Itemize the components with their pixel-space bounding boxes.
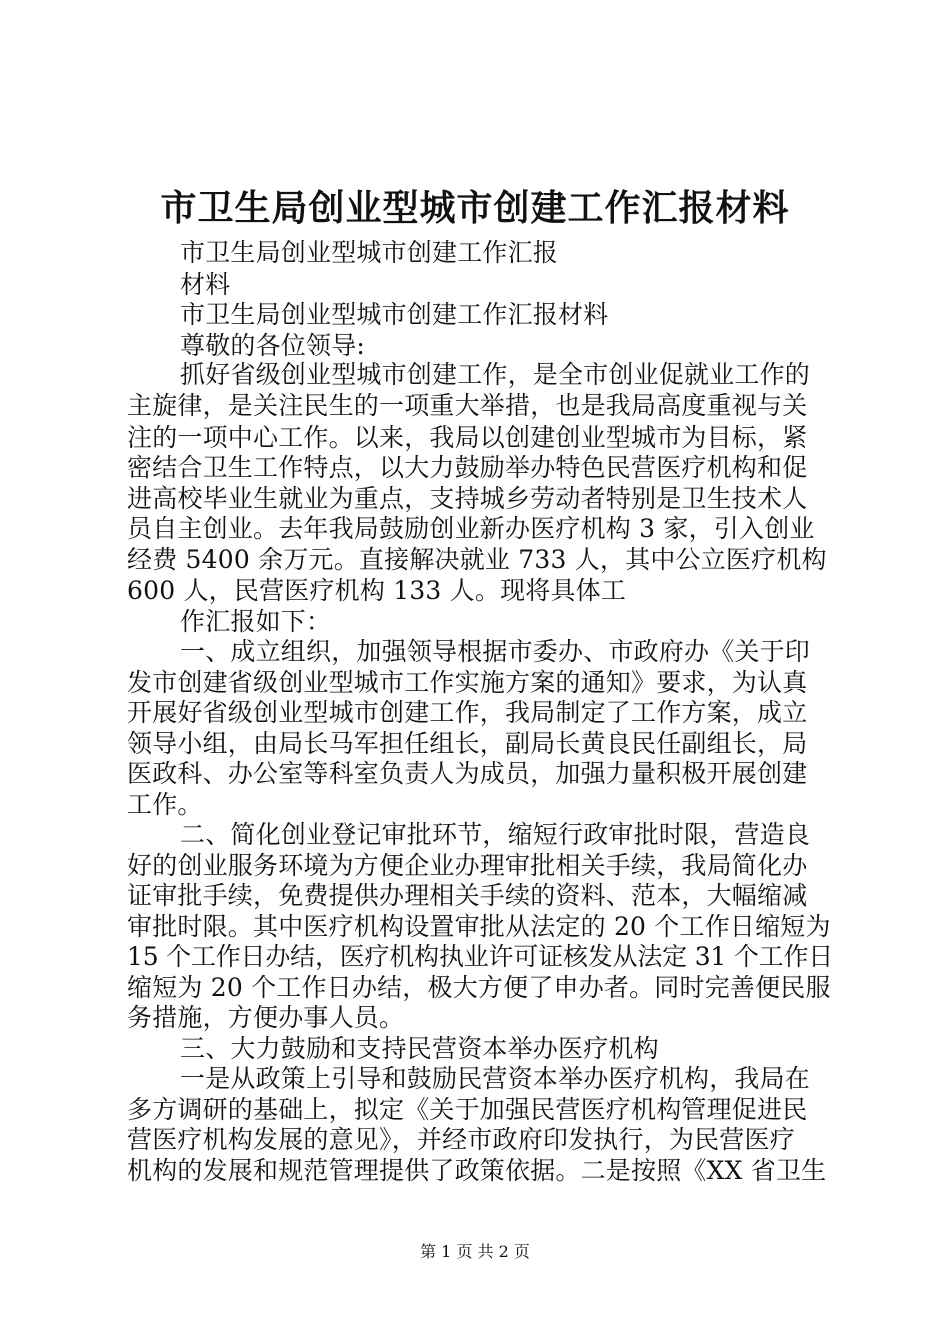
text-line-13: 作汇报如下：	[180, 607, 332, 636]
text-line-25: 缩短为 20 个工作日办结，极大方便了申办者。同时完善便民服	[127, 973, 831, 1002]
text-line-1: 市卫生局创业型城市创建工作汇报	[180, 238, 559, 267]
text-line-20: 二、简化创业登记审批环节，缩短行政审批时限，营造良	[180, 820, 811, 849]
text-line-8: 密结合卫生工作特点，以大力鼓励举办特色民营医疗机构和促	[127, 453, 808, 482]
text-line-9: 进高校毕业生就业为重点，支持城乡劳动者特别是卫生技术人	[127, 484, 808, 513]
text-line-18: 医政科、办公室等科室负责人为成员，加强力量积极开展创建	[127, 759, 808, 788]
text-line-19: 工作。	[127, 790, 203, 819]
text-line-6: 主旋律，是关注民生的一项重大举措，也是我局高度重视与关	[127, 391, 808, 420]
text-line-12: 600 人，民营医疗机构 133 人。现将具体工	[127, 576, 627, 605]
text-line-15: 发市创建省级创业型城市工作实施方案的通知》要求，为认真	[127, 668, 808, 697]
text-line-21: 好的创业服务环境为方便企业办理审批相关手续，我局简化办	[127, 851, 808, 880]
text-line-23: 审批时限。其中医疗机构设置审批从法定的 20 个工作日缩短为	[127, 912, 831, 941]
text-line-10: 员自主创业。去年我局鼓励创业新办医疗机构 3 家，引入创业	[127, 514, 815, 543]
text-line-7: 注的一项中心工作。以来，我局以创建创业型城市为目标，紧	[127, 423, 808, 452]
text-line-30: 营医疗机构发展的意见》，并经市政府印发执行，为民营医疗	[127, 1125, 795, 1154]
text-line-28: 一是从政策上引导和鼓励民营资本举办医疗机构，我局在	[180, 1064, 811, 1093]
text-line-11: 经费 5400 余万元。直接解决就业 733 人，其中公立医疗机构	[127, 545, 827, 574]
page-footer: 第 1 页 共 2 页	[420, 1242, 530, 1261]
text-line-31: 机构的发展和规范管理提供了政策依据。二是按照《XX 省卫生	[127, 1156, 827, 1185]
text-line-17: 领导小组，由局长马军担任组长，副局长黄良民任副组长，局	[127, 729, 808, 758]
text-line-4: 尊敬的各位领导:	[180, 331, 366, 360]
text-line-29: 多方调研的基础上，拟定《关于加强民营医疗机构管理促进民	[127, 1095, 808, 1124]
text-line-26: 务措施，方便办事人员。	[127, 1003, 405, 1032]
text-line-2: 材料	[180, 270, 231, 299]
text-line-24: 15 个工作日办结，医疗机构执业许可证核发从法定 31 个工作日	[127, 942, 834, 971]
text-line-5: 抓好省级创业型城市创建工作，是全市创业促就业工作的	[180, 360, 811, 389]
text-line-22: 证审批手续，免费提供办理相关手续的资料、范本，大幅缩减	[127, 881, 808, 910]
document-title: 市卫生局创业型城市创建工作汇报材料	[160, 187, 790, 229]
text-line-14: 一、成立组织，加强领导根据市委办、市政府办《关于印	[180, 637, 811, 666]
text-line-3: 市卫生局创业型城市创建工作汇报材料	[180, 300, 609, 329]
text-line-16: 开展好省级创业型城市创建工作，我局制定了工作方案，成立	[127, 698, 808, 727]
text-line-27: 三、大力鼓励和支持民营资本举办医疗机构	[180, 1034, 659, 1063]
